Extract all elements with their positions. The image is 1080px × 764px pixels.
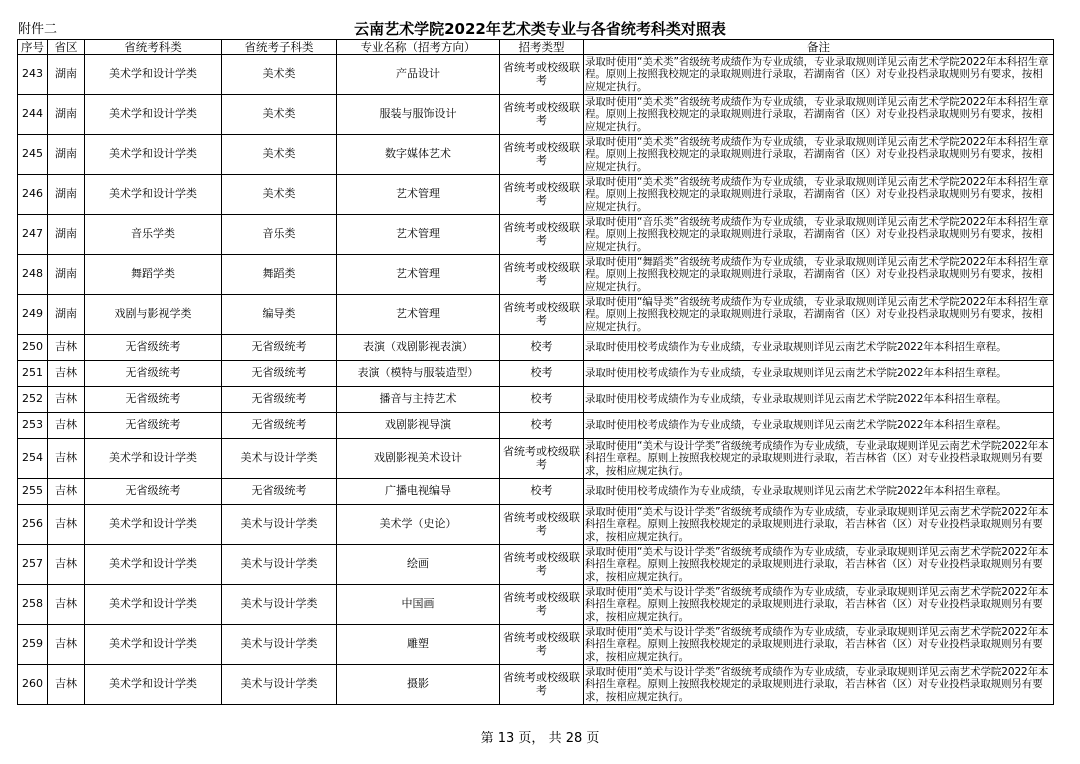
cell-major: 表演（模特与服装造型） <box>337 361 500 387</box>
col-header-category: 省统考科类 <box>85 40 222 55</box>
cell-no: 254 <box>18 439 48 479</box>
cell-province: 吉林 <box>48 479 85 505</box>
cell-no: 249 <box>18 295 48 335</box>
cell-subcategory: 美术类 <box>222 55 337 95</box>
table-row <box>18 505 1054 545</box>
document-title: 云南艺术学院2022年艺术类专业与各省统考科类对照表 <box>354 20 726 38</box>
cell-no: 256 <box>18 505 48 545</box>
cell-category: 无省级统考 <box>85 479 222 505</box>
cell-note: 录取时使用“美术与设计学类”省级统考成绩作为专业成绩，专业录取规则详见云南艺术学院2022年本科招生章程。原则上按照我校规定的录取规则进行录取，若吉林省（区）对专业投档录取规则另有要求，按相应规定执行。 <box>584 545 1054 585</box>
cell-note: 录取时使用“美术与设计学类”省级统考成绩作为专业成绩，专业录取规则详见云南艺术学院2022年本科招生章程。原则上按照我校规定的录取规则进行录取，若吉林省（区）对专业投档录取规则另有要求，按相应规定执行。 <box>584 439 1054 479</box>
cell-no: 247 <box>18 215 48 255</box>
cell-province: 吉林 <box>48 665 85 705</box>
cell-major: 产品设计 <box>337 55 500 95</box>
table-row <box>18 215 1054 255</box>
cell-no: 259 <box>18 625 48 665</box>
table-row <box>18 95 1054 135</box>
cell-province: 吉林 <box>48 361 85 387</box>
cell-category: 美术学和设计学类 <box>85 95 222 135</box>
cell-exam-type: 省统考或校级联考 <box>500 545 584 585</box>
cell-exam-type: 省统考或校级联考 <box>500 215 584 255</box>
cell-subcategory: 无省级统考 <box>222 413 337 439</box>
cell-exam-type: 省统考或校级联考 <box>500 585 584 625</box>
cell-exam-type: 校考 <box>500 387 584 413</box>
cell-no: 257 <box>18 545 48 585</box>
cell-province: 湖南 <box>48 255 85 295</box>
cell-exam-type: 省统考或校级联考 <box>500 255 584 295</box>
cell-subcategory: 美术类 <box>222 135 337 175</box>
cell-major: 绘画 <box>337 545 500 585</box>
cell-no: 248 <box>18 255 48 295</box>
table-row <box>18 665 1054 705</box>
cell-category: 戏剧与影视学类 <box>85 295 222 335</box>
cell-category: 音乐学类 <box>85 215 222 255</box>
cell-province: 湖南 <box>48 215 85 255</box>
cell-province: 吉林 <box>48 545 85 585</box>
cell-note: 录取时使用“音乐类”省级统考成绩作为专业成绩，专业录取规则详见云南艺术学院2022年本科招生章程。原则上按照我校规定的录取规则进行录取，若湖南省（区）对专业投档录取规则另有要求，按相应规定执行。 <box>584 215 1054 255</box>
table-row <box>18 585 1054 625</box>
cell-note: 录取时使用“美术类”省级统考成绩作为专业成绩，专业录取规则详见云南艺术学院2022年本科招生章程。原则上按照我校规定的录取规则进行录取，若湖南省（区）对专业投档录取规则另有要求，按相应规定执行。 <box>584 135 1054 175</box>
cell-no: 244 <box>18 95 48 135</box>
table-row <box>18 55 1054 95</box>
table-row <box>18 255 1054 295</box>
cell-no: 255 <box>18 479 48 505</box>
cell-province: 吉林 <box>48 439 85 479</box>
table-row <box>18 175 1054 215</box>
cell-exam-type: 省统考或校级联考 <box>500 55 584 95</box>
cell-note: 录取时使用“编导类”省级统考成绩作为专业成绩，专业录取规则详见云南艺术学院2022年本科招生章程。原则上按照我校规定的录取规则进行录取，若湖南省（区）对专业投档录取规则另有要求，按相应规定执行。 <box>584 295 1054 335</box>
cell-subcategory: 舞蹈类 <box>222 255 337 295</box>
cell-subcategory: 美术与设计学类 <box>222 665 337 705</box>
cell-category: 美术学和设计学类 <box>85 625 222 665</box>
cell-exam-type: 省统考或校级联考 <box>500 175 584 215</box>
cell-province: 吉林 <box>48 387 85 413</box>
cell-province: 吉林 <box>48 335 85 361</box>
cell-major: 广播电视编导 <box>337 479 500 505</box>
comparison-table <box>17 39 1054 705</box>
cell-subcategory: 美术与设计学类 <box>222 505 337 545</box>
cell-major: 播音与主持艺术 <box>337 387 500 413</box>
cell-major: 表演（戏剧影视表演） <box>337 335 500 361</box>
cell-no: 251 <box>18 361 48 387</box>
cell-note: 录取时使用“美术类”省级统考成绩作为专业成绩，专业录取规则详见云南艺术学院2022年本科招生章程。原则上按照我校规定的录取规则进行录取，若湖南省（区）对专业投档录取规则另有要求，按相应规定执行。 <box>584 55 1054 95</box>
cell-province: 湖南 <box>48 295 85 335</box>
cell-category: 美术学和设计学类 <box>85 135 222 175</box>
cell-subcategory: 编导类 <box>222 295 337 335</box>
cell-major: 美术学（史论） <box>337 505 500 545</box>
table-row <box>18 625 1054 665</box>
cell-category: 美术学和设计学类 <box>85 585 222 625</box>
table-row <box>18 439 1054 479</box>
cell-subcategory: 美术与设计学类 <box>222 545 337 585</box>
cell-note: 录取时使用“美术与设计学类”省级统考成绩作为专业成绩，专业录取规则详见云南艺术学院2022年本科招生章程。原则上按照我校规定的录取规则进行录取，若吉林省（区）对专业投档录取规则另有要求，按相应规定执行。 <box>584 505 1054 545</box>
cell-no: 243 <box>18 55 48 95</box>
cell-no: 260 <box>18 665 48 705</box>
cell-note: 录取时使用“美术类”省级统考成绩作为专业成绩，专业录取规则详见云南艺术学院2022年本科招生章程。原则上按照我校规定的录取规则进行录取，若湖南省（区）对专业投档录取规则另有要求，按相应规定执行。 <box>584 175 1054 215</box>
cell-major: 数字媒体艺术 <box>337 135 500 175</box>
cell-subcategory: 无省级统考 <box>222 479 337 505</box>
cell-province: 吉林 <box>48 625 85 665</box>
col-header-subcategory: 省统考子科类 <box>222 40 337 55</box>
cell-subcategory: 无省级统考 <box>222 387 337 413</box>
cell-note: 录取时使用“美术类”省级统考成绩作为专业成绩，专业录取规则详见云南艺术学院2022年本科招生章程。原则上按照我校规定的录取规则进行录取，若湖南省（区）对专业投档录取规则另有要求，按相应规定执行。 <box>584 95 1054 135</box>
col-header-no: 序号 <box>18 40 48 55</box>
table-row <box>18 545 1054 585</box>
cell-subcategory: 音乐类 <box>222 215 337 255</box>
cell-category: 无省级统考 <box>85 335 222 361</box>
col-header-major: 专业名称（招考方向） <box>337 40 500 55</box>
cell-category: 美术学和设计学类 <box>85 439 222 479</box>
cell-note: 录取时使用“美术与设计学类”省级统考成绩作为专业成绩，专业录取规则详见云南艺术学院2022年本科招生章程。原则上按照我校规定的录取规则进行录取，若吉林省（区）对专业投档录取规则另有要求，按相应规定执行。 <box>584 625 1054 665</box>
table-row <box>18 387 1054 413</box>
table-row <box>18 335 1054 361</box>
cell-subcategory: 美术与设计学类 <box>222 439 337 479</box>
cell-exam-type: 校考 <box>500 413 584 439</box>
cell-province: 湖南 <box>48 95 85 135</box>
cell-subcategory: 美术类 <box>222 95 337 135</box>
table-row <box>18 413 1054 439</box>
cell-category: 美术学和设计学类 <box>85 55 222 95</box>
col-header-exam-type: 招考类型 <box>500 40 584 55</box>
col-header-note: 备注 <box>584 40 1054 55</box>
cell-note: 录取时使用“美术与设计学类”省级统考成绩作为专业成绩，专业录取规则详见云南艺术学院2022年本科招生章程。原则上按照我校规定的录取规则进行录取，若吉林省（区）对专业投档录取规则另有要求，按相应规定执行。 <box>584 665 1054 705</box>
cell-exam-type: 校考 <box>500 335 584 361</box>
cell-major: 中国画 <box>337 585 500 625</box>
cell-major: 戏剧影视美术设计 <box>337 439 500 479</box>
cell-exam-type: 省统考或校级联考 <box>500 135 584 175</box>
attachment-label: 附件二 <box>18 22 58 37</box>
cell-note: 录取时使用校考成绩作为专业成绩，专业录取规则详见云南艺术学院2022年本科招生章程。 <box>584 387 1054 413</box>
cell-major: 艺术管理 <box>337 175 500 215</box>
table-row <box>18 361 1054 387</box>
cell-exam-type: 省统考或校级联考 <box>500 295 584 335</box>
cell-province: 湖南 <box>48 55 85 95</box>
cell-category: 无省级统考 <box>85 361 222 387</box>
cell-exam-type: 校考 <box>500 479 584 505</box>
page-number: 第 13 页， 共 28 页 <box>480 731 600 746</box>
cell-note: 录取时使用校考成绩作为专业成绩，专业录取规则详见云南艺术学院2022年本科招生章程。 <box>584 413 1054 439</box>
cell-note: 录取时使用校考成绩作为专业成绩，专业录取规则详见云南艺术学院2022年本科招生章程。 <box>584 479 1054 505</box>
table-header-row <box>18 40 1054 55</box>
cell-note: 录取时使用校考成绩作为专业成绩，专业录取规则详见云南艺术学院2022年本科招生章程。 <box>584 335 1054 361</box>
cell-no: 252 <box>18 387 48 413</box>
cell-category: 美术学和设计学类 <box>85 665 222 705</box>
cell-exam-type: 省统考或校级联考 <box>500 625 584 665</box>
cell-province: 湖南 <box>48 175 85 215</box>
table-row <box>18 135 1054 175</box>
cell-subcategory: 美术与设计学类 <box>222 625 337 665</box>
cell-major: 雕塑 <box>337 625 500 665</box>
cell-province: 吉林 <box>48 413 85 439</box>
cell-no: 246 <box>18 175 48 215</box>
cell-province: 吉林 <box>48 505 85 545</box>
cell-category: 美术学和设计学类 <box>85 545 222 585</box>
table-row <box>18 295 1054 335</box>
cell-category: 无省级统考 <box>85 387 222 413</box>
cell-exam-type: 省统考或校级联考 <box>500 439 584 479</box>
cell-province: 湖南 <box>48 135 85 175</box>
cell-subcategory: 美术类 <box>222 175 337 215</box>
cell-major: 艺术管理 <box>337 215 500 255</box>
cell-province: 吉林 <box>48 585 85 625</box>
cell-no: 250 <box>18 335 48 361</box>
cell-no: 245 <box>18 135 48 175</box>
cell-major: 戏剧影视导演 <box>337 413 500 439</box>
cell-no: 253 <box>18 413 48 439</box>
cell-category: 舞蹈学类 <box>85 255 222 295</box>
cell-subcategory: 无省级统考 <box>222 335 337 361</box>
cell-category: 无省级统考 <box>85 413 222 439</box>
cell-major: 艺术管理 <box>337 295 500 335</box>
cell-major: 摄影 <box>337 665 500 705</box>
cell-category: 美术学和设计学类 <box>85 175 222 215</box>
cell-exam-type: 校考 <box>500 361 584 387</box>
cell-subcategory: 无省级统考 <box>222 361 337 387</box>
table-row <box>18 479 1054 505</box>
cell-note: 录取时使用“美术与设计学类”省级统考成绩作为专业成绩，专业录取规则详见云南艺术学院2022年本科招生章程。原则上按照我校规定的录取规则进行录取，若吉林省（区）对专业投档录取规则另有要求，按相应规定执行。 <box>584 585 1054 625</box>
cell-note: 录取时使用“舞蹈类”省级统考成绩作为专业成绩，专业录取规则详见云南艺术学院2022年本科招生章程。原则上按照我校规定的录取规则进行录取，若湖南省（区）对专业投档录取规则另有要求，按相应规定执行。 <box>584 255 1054 295</box>
cell-major: 艺术管理 <box>337 255 500 295</box>
cell-major: 服装与服饰设计 <box>337 95 500 135</box>
cell-category: 美术学和设计学类 <box>85 505 222 545</box>
cell-exam-type: 省统考或校级联考 <box>500 665 584 705</box>
cell-subcategory: 美术与设计学类 <box>222 585 337 625</box>
cell-exam-type: 省统考或校级联考 <box>500 95 584 135</box>
col-header-province: 省区 <box>48 40 85 55</box>
cell-no: 258 <box>18 585 48 625</box>
cell-note: 录取时使用校考成绩作为专业成绩，专业录取规则详见云南艺术学院2022年本科招生章程。 <box>584 361 1054 387</box>
cell-exam-type: 省统考或校级联考 <box>500 505 584 545</box>
